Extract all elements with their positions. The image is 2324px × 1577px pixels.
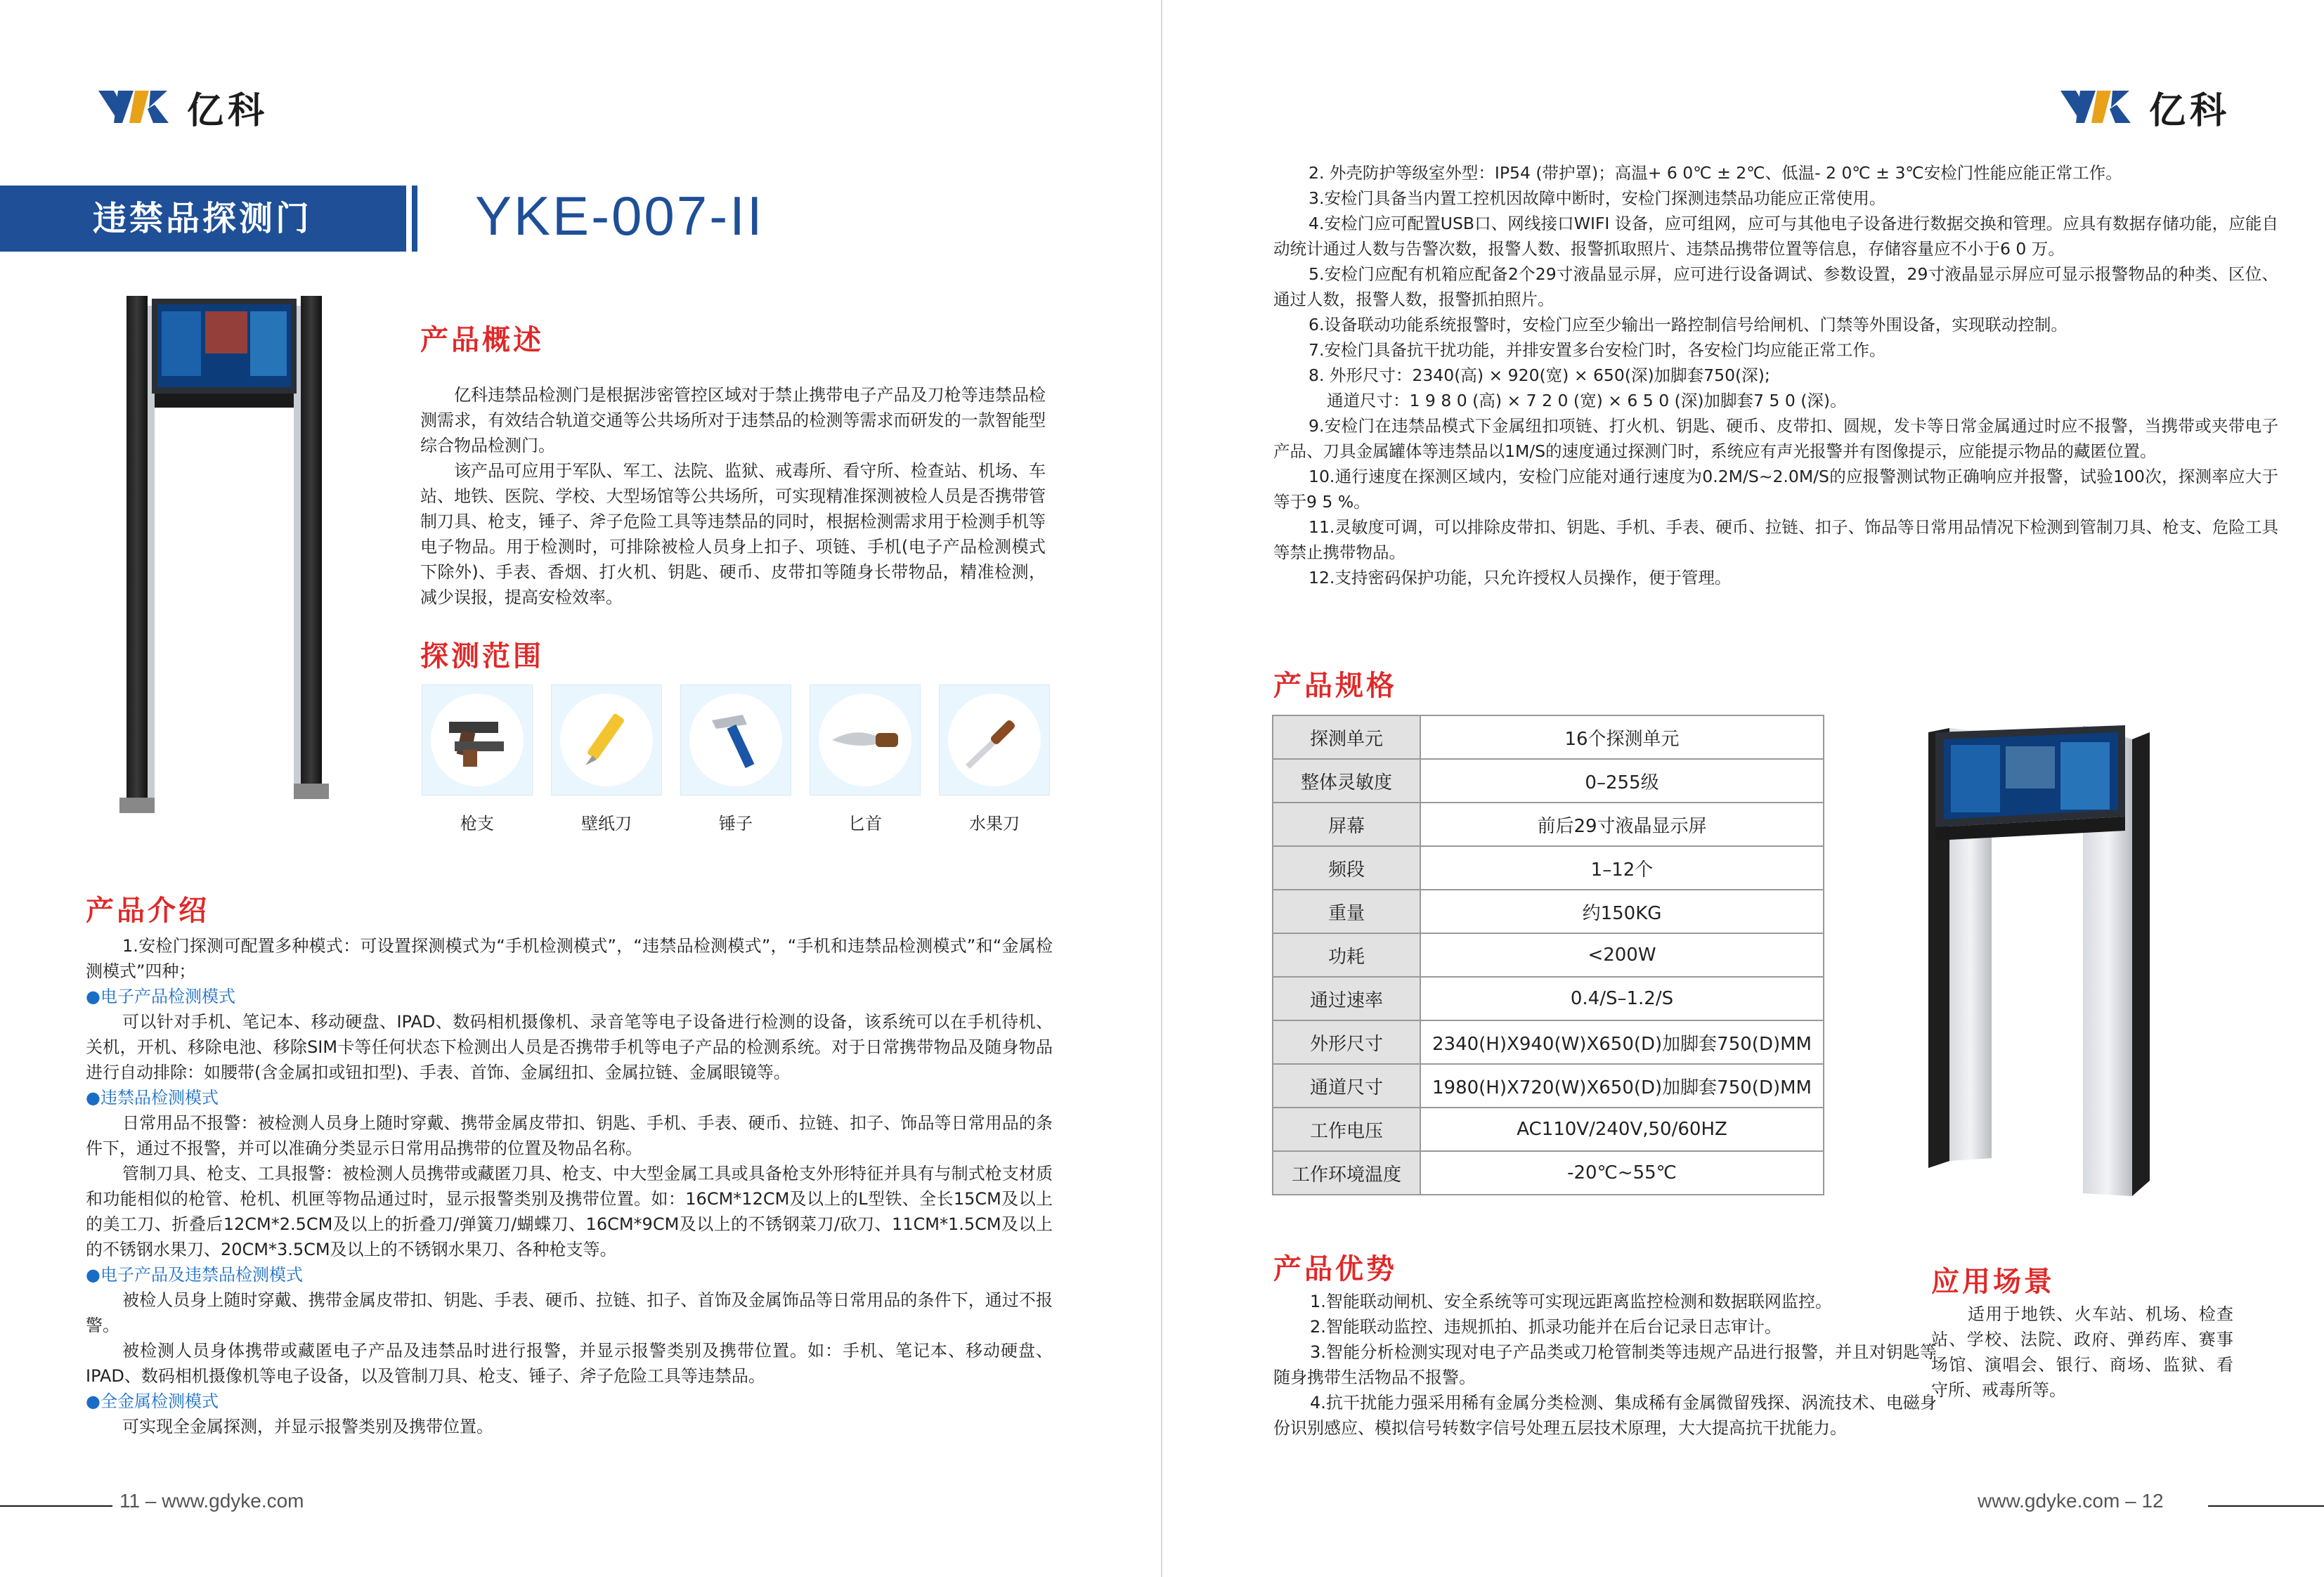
spec-key: 通过速率 — [1273, 977, 1420, 1020]
feature-list — [1273, 160, 2278, 590]
spec-key: 功耗 — [1273, 933, 1420, 977]
detection-range-list — [422, 684, 1050, 834]
footer-url: www.gdyke.com — [162, 1490, 304, 1512]
overview-paragraph-2: 该产品可应用于军队、军工、法院、监狱、戒毒所、看守所、检查站、机场、车站、地铁、医院、学校、大型场馆等公共场所，可实现精准探测被检人员是否携带管制刀具、枪支，锤子、斧子危险工具等违禁品的同时，根据检测需求用于检测手机等电子物品。用于检测时，可排除被检人员身上扣子、项链、手机(电子产品检测模式下除外)、手表、香烟、打火机、钥匙、硬币、皮带扣等随身长带物品，精准检测，减少误报，提高安检效率。 — [420, 461, 1046, 607]
spec-key: 频段 — [1273, 846, 1420, 890]
scenes-body — [1931, 1302, 2233, 1403]
spec-key: 工作电压 — [1273, 1108, 1420, 1151]
table-row — [1273, 933, 1824, 977]
table-row — [1273, 1108, 1824, 1151]
spec-key: 重量 — [1273, 890, 1420, 933]
spec-value: <200W — [1420, 933, 1824, 977]
hammer-icon — [701, 705, 771, 775]
spec-value: 1980(H)X720(W)X650(D)加脚套750(D)MM — [1420, 1064, 1824, 1108]
feature-item: 通道尺寸：1 9 8 0 (高) × 7 2 0 (宽) × 6 5 0 (深)加脚套7 5 0 (深)。 — [1327, 391, 1847, 410]
right-page — [1162, 0, 2324, 1577]
spec-key: 通道尺寸 — [1273, 1064, 1420, 1108]
spec-key: 外形尺寸 — [1273, 1020, 1420, 1064]
spec-value: AC110V/240V,50/60HZ — [1420, 1108, 1824, 1151]
spec-value: 2340(H)X940(W)X650(D)加脚套750(D)MM — [1420, 1020, 1824, 1064]
overview-body — [420, 382, 1046, 610]
feature-item: 6.设备联动功能系统报警时，安检门应至少输出一路控制信号给闸机、门禁等外围设备，实现联动控制。 — [1309, 315, 2067, 335]
table-row — [1273, 1064, 1824, 1108]
range-heading: 探测范围 — [420, 640, 544, 673]
footer: www.gdyke.com – 12 — [1978, 1490, 2164, 1512]
table-row — [1273, 977, 1824, 1020]
intro-paragraph-7: 可实现全金属探测，并显示报警类别及携带位置。 — [122, 1417, 493, 1436]
intro-bullet-electronics: ●电子产品检测模式 — [86, 987, 235, 1006]
feature-item: 8. 外形尺寸：2340(高) × 920(宽) × 650(深)加脚套750(深); — [1309, 365, 1770, 385]
footer-url: www.gdyke.com — [1978, 1490, 2120, 1512]
scenes-text: 适用于地铁、火车站、机场、检查站、学校、法院、政府、弹药库、赛事场馆、演唱会、银行、商场、监狱、看守所、戒毒所等。 — [1931, 1304, 2233, 1400]
feature-item: 5.安检门应配有机箱应配备2个29寸液晶显示屏，应可进行设备调试、参数设置，29寸液晶显示屏应可显示报警物品的种类、区位、通过人数，报警人数，报警抓拍照片。 — [1273, 264, 2278, 309]
range-item-pistol — [422, 684, 533, 834]
intro-paragraph-4: 管制刀具、枪支、工具报警：被检测人员携带或藏匿刀具、枪支、中大型金属工具或具备枪支外形特征并具有与制式枪支材质和功能相似的枪管、枪机、机匣等物品通过时，显示报警类别及携带位置。如：16CM*12CM及以上的L型铁、全长15CM及以上的美工刀、折叠后12CM*2.5CM及以上的折叠刀/弹簧刀/蝴蝶刀、16CM*9CM及以上的不锈钢菜刀/砍刀、11CM*1.5CM及以上的不锈钢水果刀、20CM*3.5CM及以上的不锈钢水果刀、各种枪支等。 — [86, 1164, 1053, 1259]
advantage-item: 3.智能分析检测实现对电子产品类或刀枪管制类等违规产品进行报警，并且对钥匙等随身携带生活物品不报警。 — [1273, 1342, 1937, 1387]
table-row — [1273, 890, 1824, 933]
spec-value: 约150KG — [1420, 890, 1824, 933]
spec-value: 1–12个 — [1420, 846, 1824, 890]
feature-item: 2. 外壳防护等级室外型：IP54 (带护罩)；高温+ 6 0℃ ± 2℃、低温- 2 0℃ ± 3℃安检门性能应能正常工作。 — [1309, 163, 2122, 183]
intro-body — [86, 933, 1053, 1439]
advantages-heading: 产品优势 — [1273, 1253, 1397, 1285]
feature-item: 11.灵敏度可调，可以排除皮带扣、钥匙、手机、手表、硬币、拉链、扣子、饰品等日常用品情况下检测到管制刀具、枪支、危险工具等禁止携带物品。 — [1273, 517, 2278, 562]
advantage-item: 1.智能联动闸机、安全系统等可实现远距离监控检测和数据联网监控。 — [1310, 1292, 1832, 1311]
page-number: 12 — [2141, 1490, 2164, 1512]
feature-item: 7.安检门具备抗干扰功能，并排安置多台安检门时，各安检门均应能正常工作。 — [1309, 340, 1886, 360]
range-item-dagger — [810, 684, 921, 834]
intro-heading: 产品介绍 — [86, 895, 209, 927]
footer: 11 – www.gdyke.com — [119, 1490, 304, 1512]
spec-value: 前后29寸液晶显示屏 — [1420, 803, 1824, 846]
scenes-heading: 应用场景 — [1931, 1266, 2055, 1298]
intro-paragraph-2: 可以针对手机、笔记本、移动硬盘、IPAD、数码相机摄像机、录音笔等电子设备进行检测的设备，该系统可以在手机待机、关机，开机、移除电池、移除SIM卡等任何状态下检测出人员是否携带手机等电子产品的检测系统。对于日常携带物品及随身物品进行自动排除：如腰带(含金属扣或钮扣型)、手表、首饰、金属纽扣、金属拉链、金属眼镜等。 — [86, 1012, 1053, 1082]
range-item-label: 枪支 — [460, 814, 494, 833]
intro-bullet-combined: ●电子产品及违禁品检测模式 — [86, 1265, 303, 1285]
overview-paragraph-1: 亿科违禁品检测门是根据涉密管控区域对于禁止携带电子产品及刀枪等违禁品检测需求，有效结合轨道交通等公共场所对于违禁品的检测等需求而研发的一款智能型综合物品检测门。 — [420, 385, 1046, 455]
feature-item: 10.通行速度在探测区域内，安检门应能对通行速度为0.2M/S~2.0M/S的应报警测试物正确响应并报警，试验100次，探测率应大于等于9 5 %。 — [1273, 467, 2278, 512]
spec-heading: 产品规格 — [1273, 670, 1397, 702]
range-item-fruit-knife — [939, 684, 1050, 834]
brand-logo — [2060, 81, 2231, 134]
feature-item: 12.支持密码保护功能，只允许授权人员操作，便于管理。 — [1309, 568, 1732, 588]
feature-item: 4.安检门应可配置USB口、网线接口WIFI 设备，应可组网，应可与其他电子设备进行数据交换和管理。应具有数据存储功能，应能自动统计通过人数与告警次数，报警人数、报警抓取照片、违禁品携带位置等信息，存储容量应不小于6 0 万。 — [1273, 214, 2278, 259]
spec-value: 0–255级 — [1420, 759, 1824, 803]
advantages-body — [1273, 1289, 1937, 1441]
table-row — [1273, 1151, 1824, 1195]
footer-rule — [0, 1505, 112, 1507]
brand-logo — [98, 81, 268, 134]
intro-paragraph-3: 日常用品不报警：被检测人员身上随时穿戴、携带金属皮带扣、钥匙、手机、手表、硬币、拉链、扣子、饰品等日常用品的条件下，通过不报警，并可以准确分类显示日常用品携带的位置及物品名称。 — [86, 1113, 1053, 1158]
product-title: 违禁品探测门 — [0, 186, 406, 252]
spec-value: 0.4/S–1.2/S — [1420, 977, 1824, 1020]
table-row — [1273, 846, 1824, 890]
spec-table — [1272, 715, 1824, 1195]
footer-rule — [2208, 1505, 2324, 1507]
table-row — [1273, 759, 1824, 803]
range-item-label: 水果刀 — [969, 814, 1020, 833]
intro-paragraph-5: 被检人员身上随时穿戴、携带金属皮带扣、钥匙、手表、硬币、拉链、扣子、首饰及金属饰品等日常用品的条件下，通过不报警。 — [86, 1290, 1053, 1335]
dagger-icon — [826, 712, 904, 768]
fruit-knife-icon — [956, 701, 1033, 779]
table-row — [1273, 715, 1824, 759]
utility-knife-icon — [571, 705, 642, 775]
page-number: 11 — [119, 1490, 141, 1512]
logo-mark-icon — [2060, 86, 2139, 129]
advantage-item: 4.抗干扰能力强采用稀有金属分类检测、集成稀有金属微留残探、涡流技术、电磁身份识别感应、模拟信号转数字信号处理五层技术原理，大大提高抗干扰能力。 — [1273, 1393, 1937, 1438]
range-item-label: 匕首 — [848, 814, 882, 833]
spec-value: -20℃~55℃ — [1420, 1151, 1824, 1195]
pistol-icon — [442, 712, 512, 768]
feature-item: 3.安检门具备当内置工控机因故障中断时，安检门探测违禁品功能应正常使用。 — [1309, 188, 1886, 208]
spec-key: 探测单元 — [1273, 715, 1420, 759]
brand-name: 亿科 — [187, 90, 269, 132]
intro-bullet-all-metal: ●全金属检测模式 — [86, 1391, 219, 1411]
detector-gate-image — [119, 292, 330, 815]
range-item-label: 壁纸刀 — [581, 814, 632, 833]
overview-heading: 产品概述 — [420, 324, 544, 356]
table-row — [1273, 803, 1824, 846]
range-item-hammer — [680, 684, 791, 834]
intro-paragraph-1: 1.安检门探测可配置多种模式：可设置探测模式为“手机检测模式”，“违禁品检测模式”，“手机和违禁品检测模式”和“金属检测模式”四种； — [86, 936, 1053, 981]
spec-key: 整体灵敏度 — [1273, 759, 1420, 803]
brand-name: 亿科 — [2149, 90, 2231, 132]
spec-value: 16个探测单元 — [1420, 715, 1824, 759]
feature-item: 9.安检门在违禁品模式下金属纽扣项链、打火机、钥匙、硬币、皮带扣、圆规，发卡等日常金属通过时应不报警，当携带或夹带电子产品、刀具金属罐体等违禁品以1M/S的速度通过探测门时，系统应有声光报警并有图像提示，应能提示物品的藏匿位置。 — [1273, 416, 2278, 461]
spec-key: 屏幕 — [1273, 803, 1420, 846]
advantage-item: 2.智能联动监控、违规抓拍、抓录功能并在后台记录日志审计。 — [1310, 1317, 1781, 1337]
product-model: YKE-007-II — [475, 185, 765, 247]
range-item-label: 锤子 — [719, 814, 753, 833]
range-item-utility-knife — [551, 684, 662, 834]
intro-paragraph-6: 被检测人员身体携带或藏匿电子产品及违禁品时进行报警，并显示报警类别及携带位置。如：手机、笔记本、移动硬盘、IPAD、数码相机摄像机等电子设备，以及管制刀具、枪支、锤子、斧子危险工具等违禁品。 — [86, 1341, 1053, 1386]
spec-key: 工作环境温度 — [1273, 1151, 1420, 1195]
table-row — [1273, 1020, 1824, 1064]
detector-gate-image — [1907, 711, 2195, 1196]
intro-bullet-contraband: ●违禁品检测模式 — [86, 1088, 219, 1108]
logo-mark-icon — [98, 86, 177, 129]
